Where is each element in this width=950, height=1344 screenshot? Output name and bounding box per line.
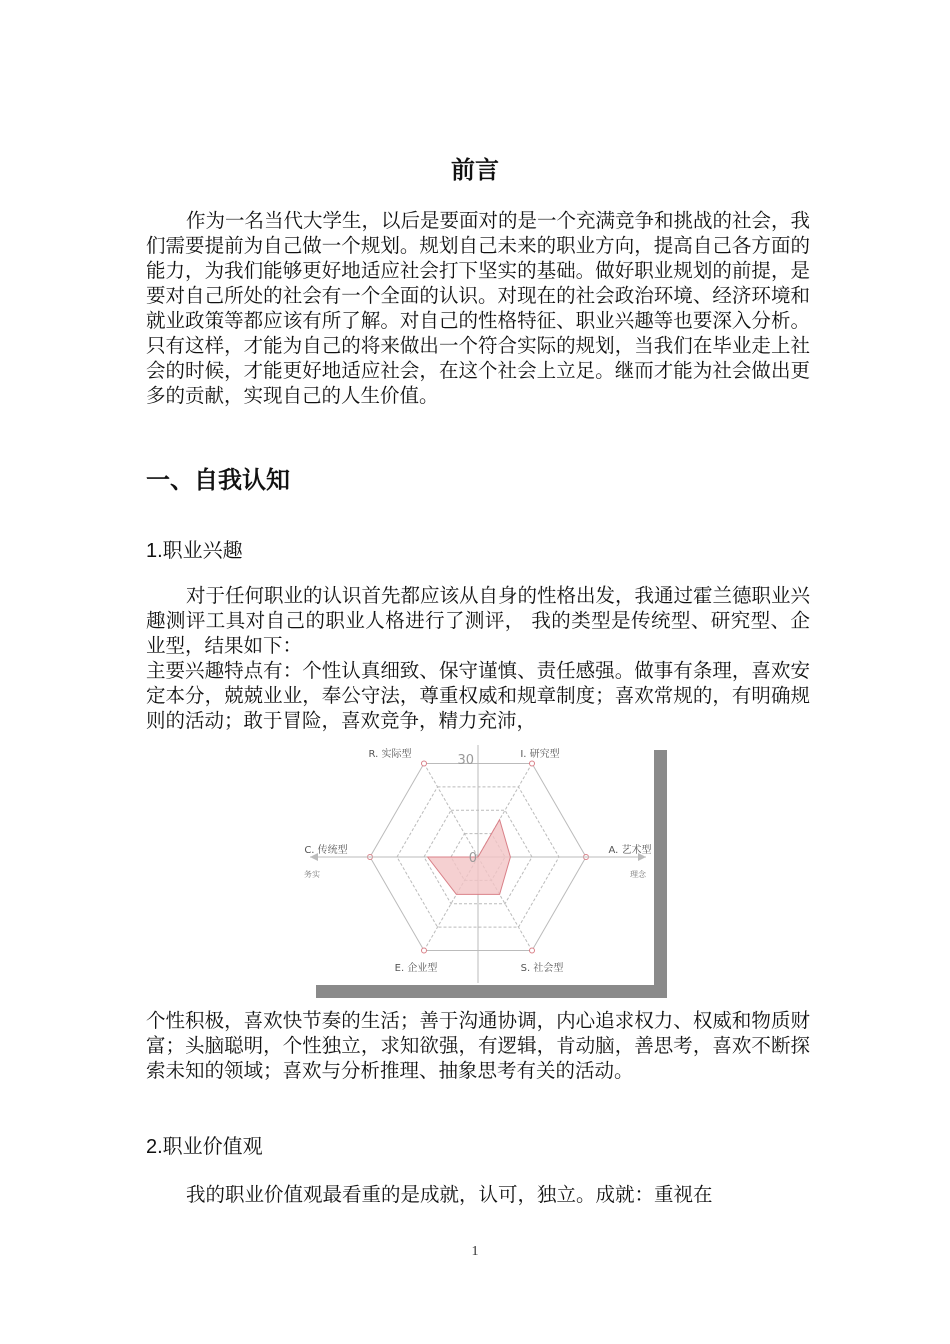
radar-tick-label-zero: 0 <box>468 851 477 866</box>
radar-tick-label-max: 30 <box>457 753 474 768</box>
values-paragraph: 我的职业价值观最看重的是成就，认可，独立。成就：重视在 <box>186 1183 713 1206</box>
radar-axis-label: E. 企业型 <box>394 963 438 974</box>
radar-axis-label: A. 艺术型 <box>608 845 652 856</box>
page-number: 1 <box>471 1244 479 1259</box>
radar-vertex-dot-1 <box>422 761 427 766</box>
chart-frame-shadow-bottom <box>316 985 667 998</box>
radar-side-label-left: 务实 <box>304 870 320 879</box>
radar-vertex-dot-4 <box>530 948 535 953</box>
interest-paragraph: 对于任何职业的认识首先都应该从自身的性格出发，我通过霍兰德职业兴趣测评工具对自己的职业人格进行了测评， 我的类型是传统型、研究型、企业型，结果如下： <box>146 584 811 657</box>
chart-frame-shadow-right <box>654 750 667 998</box>
radar-side-label-right: 理念 <box>630 870 646 879</box>
interest-traits-continued: 个性积极，喜欢快节奏的生活；善于沟通协调，内心追求权力、权威和物质财富；头脑聪明，个性独立，求知欲强，有逻辑，肯动脑，善思考，喜欢不断探索未知的领域；喜欢与分析推理、抽象思考有关的活动。 <box>146 1009 810 1082</box>
page-title: 前言 <box>451 156 499 184</box>
subsection-heading-interest: 1.职业兴趣 <box>146 540 243 562</box>
subsection-heading-values: 2.职业价值观 <box>146 1136 263 1158</box>
interest-traits-paragraph: 主要兴趣特点有：个性认真细致、保守谨慎、责任感强。做事有条理，喜欢安定本分，兢兢业业，奉公守法，尊重权威和规章制度；喜欢常规的，有明确规则的活动；敢于冒险，喜欢竞争，精力充沛， <box>146 659 810 732</box>
holland-radar-chart <box>288 745 668 1000</box>
radar-axis-label: I. 研究型 <box>520 749 560 760</box>
radar-vertex-dot-2 <box>530 761 535 766</box>
radar-axis-label: R. 实际型 <box>368 749 412 760</box>
preface-paragraph: 作为一名当代大学生，以后是要面对的是一个充满竞争和挑战的社会，我们需要提前为自己做一个规划。规划自己未来的职业方向，提高自己各方面的能力，为我们能够更好地适应社会打下坚实的基础。做好职业规划的前提，是要对自己所处的社会有一个全面的认识。对现在的社会政治环境、经济环境和就业政策等都应该有所了解。对自己的性格特征、职业兴趣等也要深入分析。只有这样，才能为自己的将来做出一个符合实际的规划，当我们在毕业走上社会的时候，才能更好地适应社会，在这个社会上立足。继而才能为社会做出更多的贡献，实现自己的人生价值。 <box>146 209 811 407</box>
radar-axis-label: S. 社会型 <box>520 963 564 974</box>
radar-vertex-dot-5 <box>422 948 427 953</box>
radar-axis-label: C. 传统型 <box>304 845 348 856</box>
section-heading: 一、自我认知 <box>146 466 290 494</box>
